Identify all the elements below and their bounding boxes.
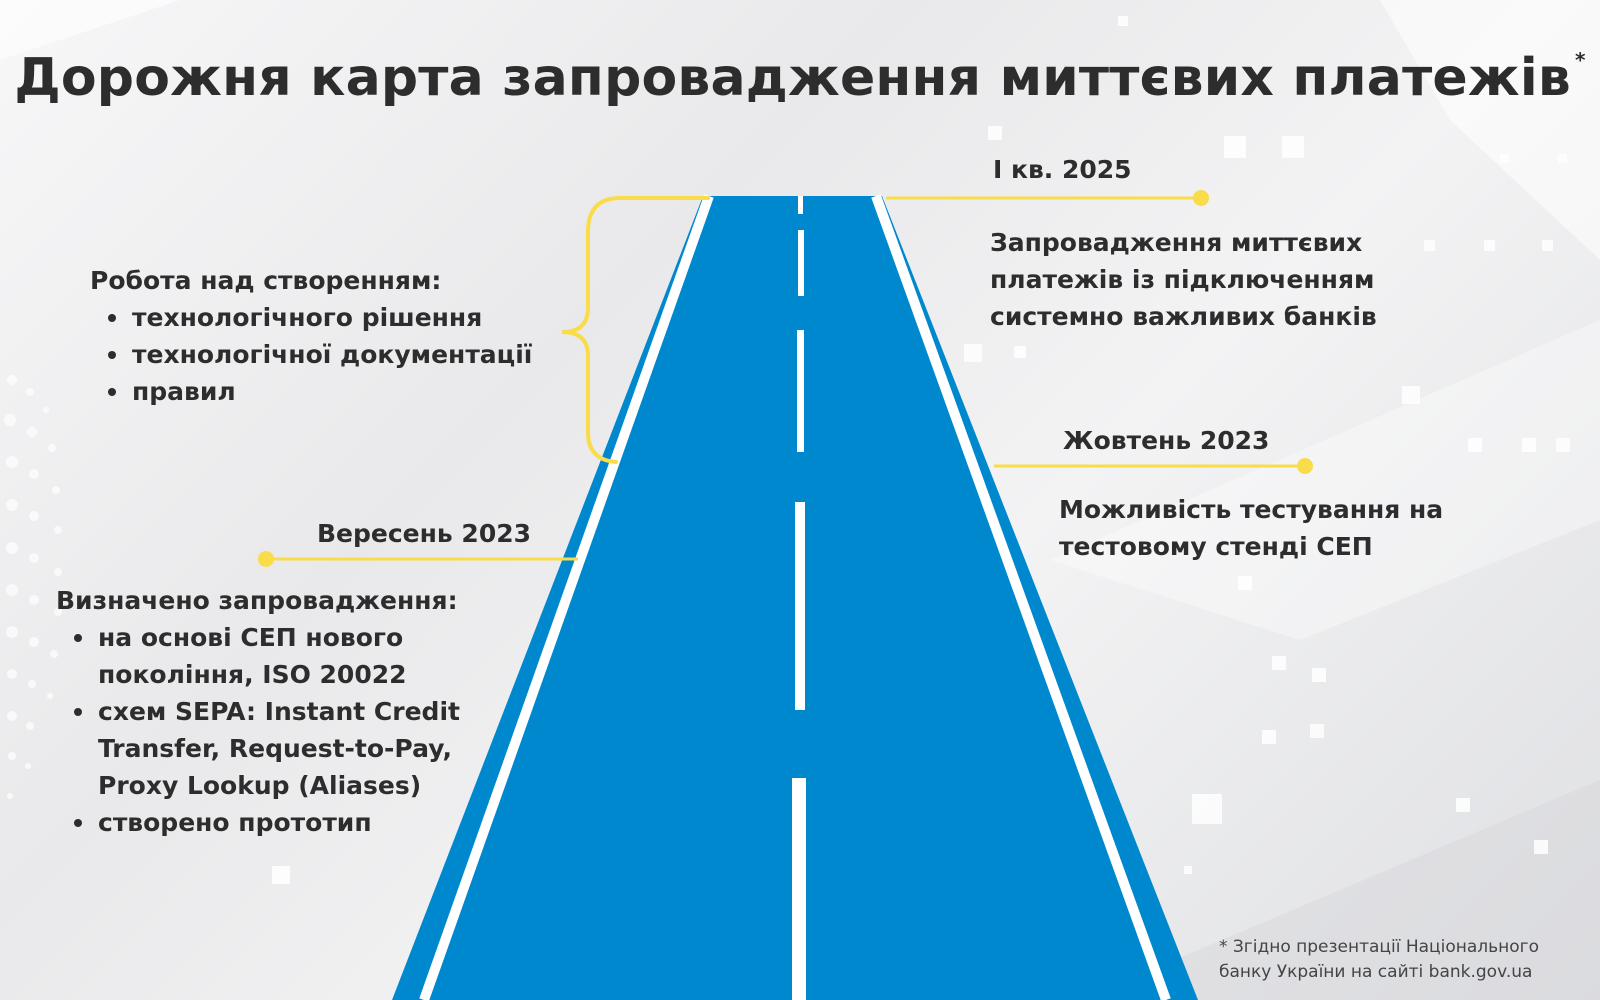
q1-2025-line: Запровадження миттєвих <box>990 228 1363 257</box>
road-dash <box>792 778 806 1000</box>
oct-2023-date: Жовтень 2023 <box>1063 426 1270 455</box>
oct-2023-line: тестовому стенді СЕП <box>1059 532 1373 561</box>
road-dash <box>798 196 803 214</box>
list-item-line: покоління, ISO 20022 <box>98 660 407 689</box>
q1-2025-description <box>990 224 1377 335</box>
sep-2023-block <box>56 582 460 841</box>
bullet-icon <box>108 351 116 359</box>
list-item <box>54 619 460 693</box>
list-item-line: Transfer, Request-to-Pay, <box>98 734 453 763</box>
list-item <box>54 804 460 841</box>
sep-2023-marker <box>258 551 274 567</box>
list-item-line: Proxy Lookup (Aliases) <box>98 771 422 800</box>
list-item-line: на основі СЕП нового <box>98 623 404 652</box>
bullet-icon <box>74 819 82 827</box>
footnote-line: банку України на сайті bank.gov.ua <box>1219 962 1533 982</box>
list-item-text: правил <box>132 377 236 406</box>
list-item-text: технологічної документації <box>132 340 533 369</box>
left-top-list <box>88 299 532 410</box>
q1-2025-line: системно важливих банків <box>990 302 1377 331</box>
bullet-icon <box>74 634 82 642</box>
footnote <box>1219 935 1539 985</box>
list-item-line: створено прототип <box>98 808 372 837</box>
footnote-line: * Згідно презентації Національного <box>1219 937 1540 957</box>
left-top-block <box>90 262 532 410</box>
list-item <box>88 336 532 373</box>
list-item <box>88 373 532 410</box>
list-item-text: технологічного рішення <box>132 303 483 332</box>
oct-2023-marker <box>1297 458 1313 474</box>
road-dash <box>798 230 804 296</box>
oct-2023-line: Можливість тестування на <box>1059 495 1444 524</box>
left-top-heading: Робота над створенням: <box>90 266 442 295</box>
sep-2023-heading: Визначено запровадження: <box>56 586 458 615</box>
list-item <box>54 693 460 804</box>
q1-2025-line: платежів із підключенням <box>990 265 1375 294</box>
bullet-icon <box>108 388 116 396</box>
bullet-icon <box>74 708 82 716</box>
q1-2025-date: I кв. 2025 <box>993 155 1132 184</box>
oct-2023-description <box>1059 491 1443 565</box>
road-dash <box>795 502 805 710</box>
list-item <box>88 299 532 336</box>
list-item-line: схем SEPA: Instant Credit <box>98 697 460 726</box>
bullet-icon <box>108 314 116 322</box>
title-text: Дорожня карта запровадження миттєвих платежів <box>14 48 1571 108</box>
road-dash <box>797 330 804 452</box>
title-footnote-mark: * <box>1574 48 1586 72</box>
sep-2023-list <box>54 619 460 841</box>
q1-2025-marker <box>1193 190 1209 206</box>
sep-2023-date: Вересень 2023 <box>317 519 532 548</box>
